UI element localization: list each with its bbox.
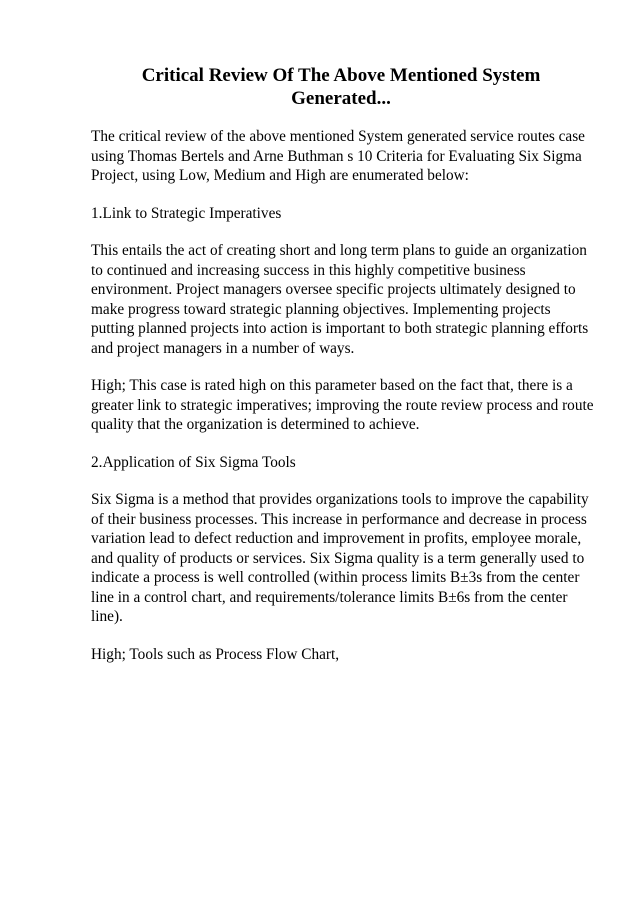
section-heading-six-sigma-tools: 2.Application of Six Sigma Tools [91, 453, 296, 471]
strategic-imperatives-paragraph: This entails the act of creating short and long term plans to guide an organization to continued and increasing success in this highly competitive business environment. Project managers oversee specific projects ultimately designed to make progress toward strategic planning objectives. Implementing projects putting planned projects into action is important to both strategic planning efforts and project managers in a number of ways. [91, 242, 589, 357]
strategic-imperatives-rating-paragraph: High; This case is rated high on this parameter based on the fact that, there is a greater link to strategic imperatives; improving the route review process and route quality that the organization is determined to achieve. [91, 377, 594, 433]
six-sigma-tools-rating-paragraph: High; Tools such as Process Flow Chart, [91, 645, 340, 663]
document-title: Critical Review Of The Above Mentioned System Generated... [141, 65, 541, 109]
six-sigma-tools-paragraph: Six Sigma is a method that provides organizations tools to improve the capability of their business processes. This increase in performance and decrease in process variation lead to defect reduction and improvement in profits, employee morale, and quality of products or services. Six Sigma quality is a term generally used to indicate a process is well controlled (within process limits B±3s from the center line in a control chart, and requirements/tolerance limits B±6s from the center line). [91, 491, 589, 625]
section-heading-strategic-imperatives: 1.Link to Strategic Imperatives [91, 204, 282, 222]
intro-paragraph: The critical review of the above mentioned System generated service routes case using Thomas Bertels and Arne Buthman s 10 Criteria for Evaluating Six Sigma Project, using Low, Medium and High are enumerated below: [91, 128, 585, 184]
